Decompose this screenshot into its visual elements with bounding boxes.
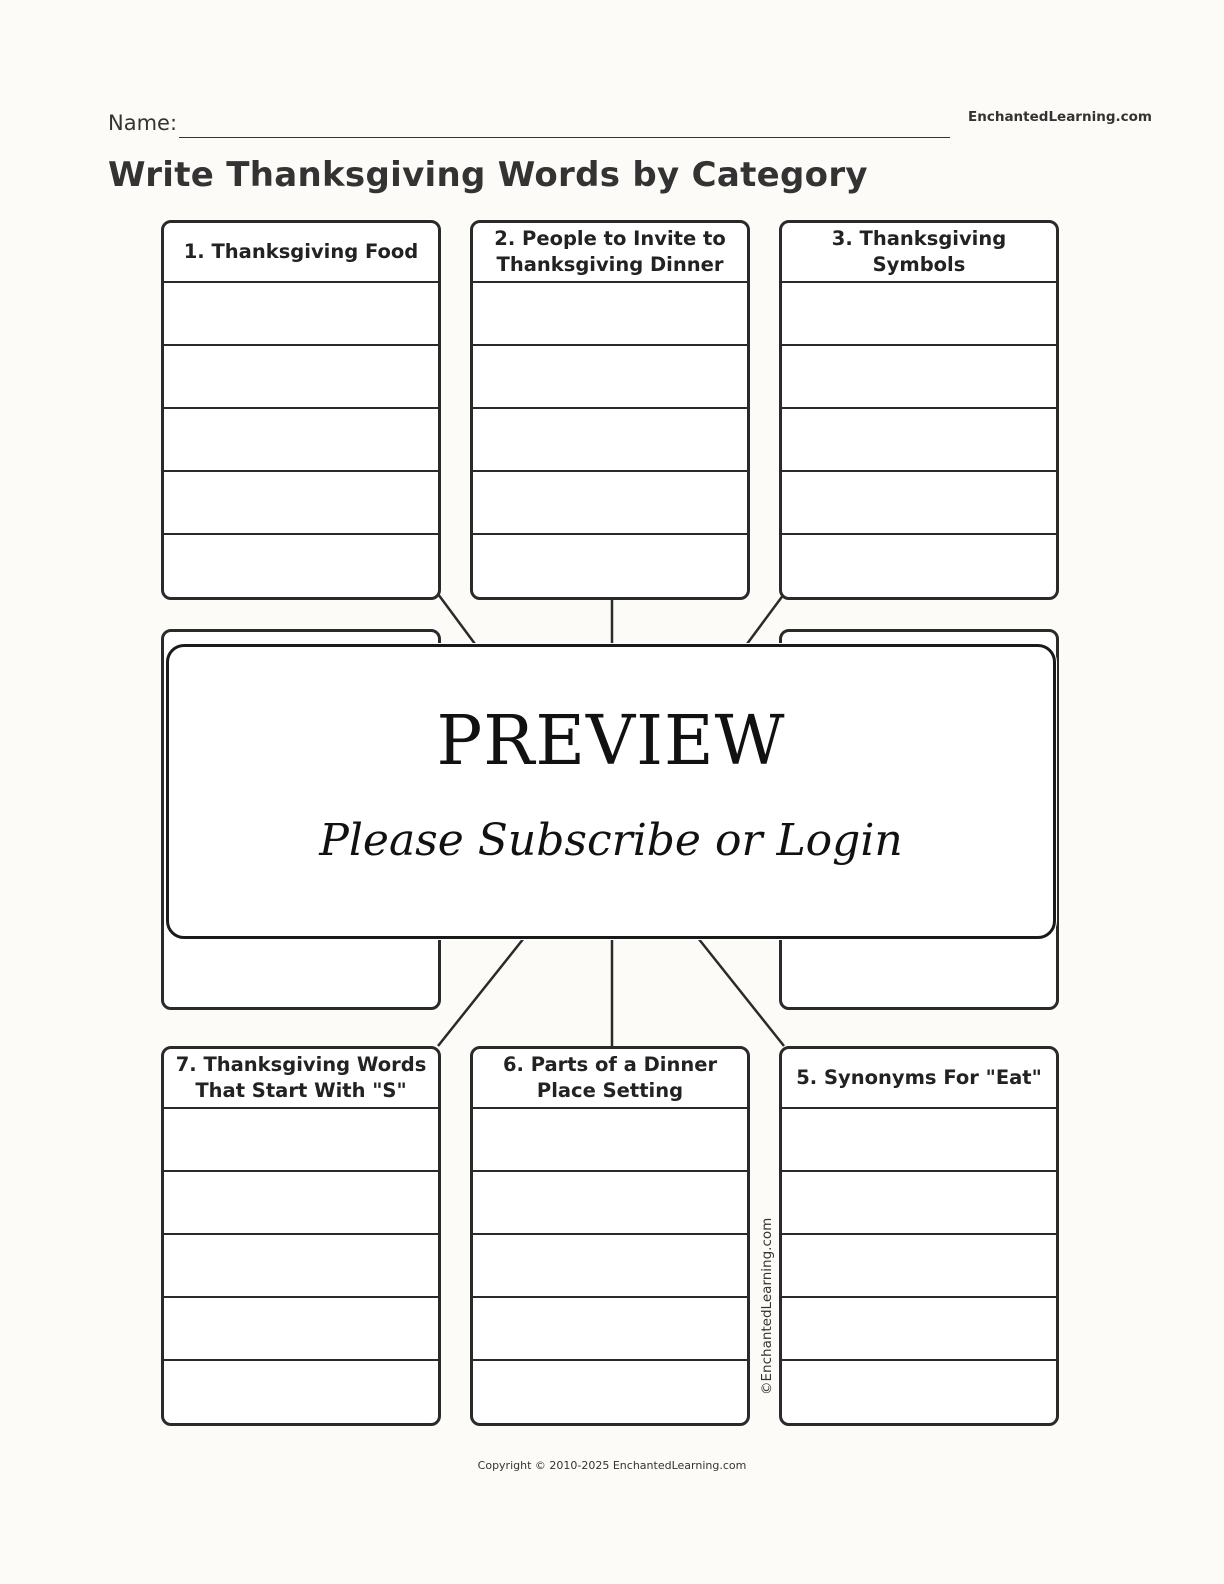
answer-line[interactable] [473, 1109, 747, 1172]
answer-line[interactable] [782, 1109, 1056, 1172]
answer-line[interactable] [782, 1361, 1056, 1424]
site-logo: EnchantedLearning.com [968, 109, 1152, 125]
copyright-footer: Copyright © 2010-2025 EnchantedLearning.com [477, 1459, 747, 1472]
answer-line[interactable] [782, 283, 1056, 346]
name-label: Name: [108, 111, 178, 135]
category-box-3 [779, 220, 1059, 600]
page-title: Write Thanksgiving Words by Category [108, 155, 868, 195]
answer-line[interactable] [782, 472, 1056, 535]
category-label: 5. Synonyms For "Eat" [782, 1049, 1056, 1109]
answer-line[interactable] [473, 1172, 747, 1235]
category-label: 7. Thanksgiving Words That Start With "S" [164, 1049, 438, 1109]
answer-line[interactable] [473, 346, 747, 409]
answer-line[interactable] [782, 535, 1056, 598]
answer-line[interactable] [473, 535, 747, 598]
answer-line[interactable] [164, 472, 438, 535]
answer-line[interactable] [164, 1361, 438, 1424]
answer-line[interactable] [782, 1235, 1056, 1298]
answer-line[interactable] [164, 346, 438, 409]
vertical-credit: ©EnchantedLearning.com [759, 1217, 775, 1395]
category-box-1 [161, 220, 441, 600]
answer-line[interactable] [782, 409, 1056, 472]
answer-line[interactable] [473, 472, 747, 535]
answer-line[interactable] [164, 1235, 438, 1298]
category-label: 1. Thanksgiving Food [164, 223, 438, 283]
answer-line[interactable] [164, 1109, 438, 1172]
answer-line[interactable] [473, 1235, 747, 1298]
category-label: 3. Thanksgiving Symbols [782, 223, 1056, 283]
answer-line[interactable] [473, 1361, 747, 1424]
answer-line[interactable] [164, 283, 438, 346]
preview-title: PREVIEW [436, 702, 786, 781]
answer-line[interactable] [782, 346, 1056, 409]
answer-line[interactable] [473, 409, 747, 472]
category-box-6 [470, 1046, 750, 1426]
category-box-7 [161, 1046, 441, 1426]
answer-line[interactable] [164, 535, 438, 598]
answer-line[interactable] [473, 1298, 747, 1361]
answer-line[interactable] [164, 1298, 438, 1361]
category-box-2 [470, 220, 750, 600]
preview-overlay[interactable] [166, 644, 1056, 939]
category-label: 2. People to Invite to Thanksgiving Dinner [473, 223, 747, 283]
answer-line[interactable] [164, 409, 438, 472]
category-box-5 [779, 1046, 1059, 1426]
subscribe-login-link[interactable]: Please Subscribe or Login [319, 815, 903, 866]
answer-line[interactable] [782, 1298, 1056, 1361]
answer-line[interactable] [473, 283, 747, 346]
category-label: 6. Parts of a Dinner Place Setting [473, 1049, 747, 1109]
answer-line[interactable] [782, 1172, 1056, 1235]
answer-line[interactable] [164, 1172, 438, 1235]
